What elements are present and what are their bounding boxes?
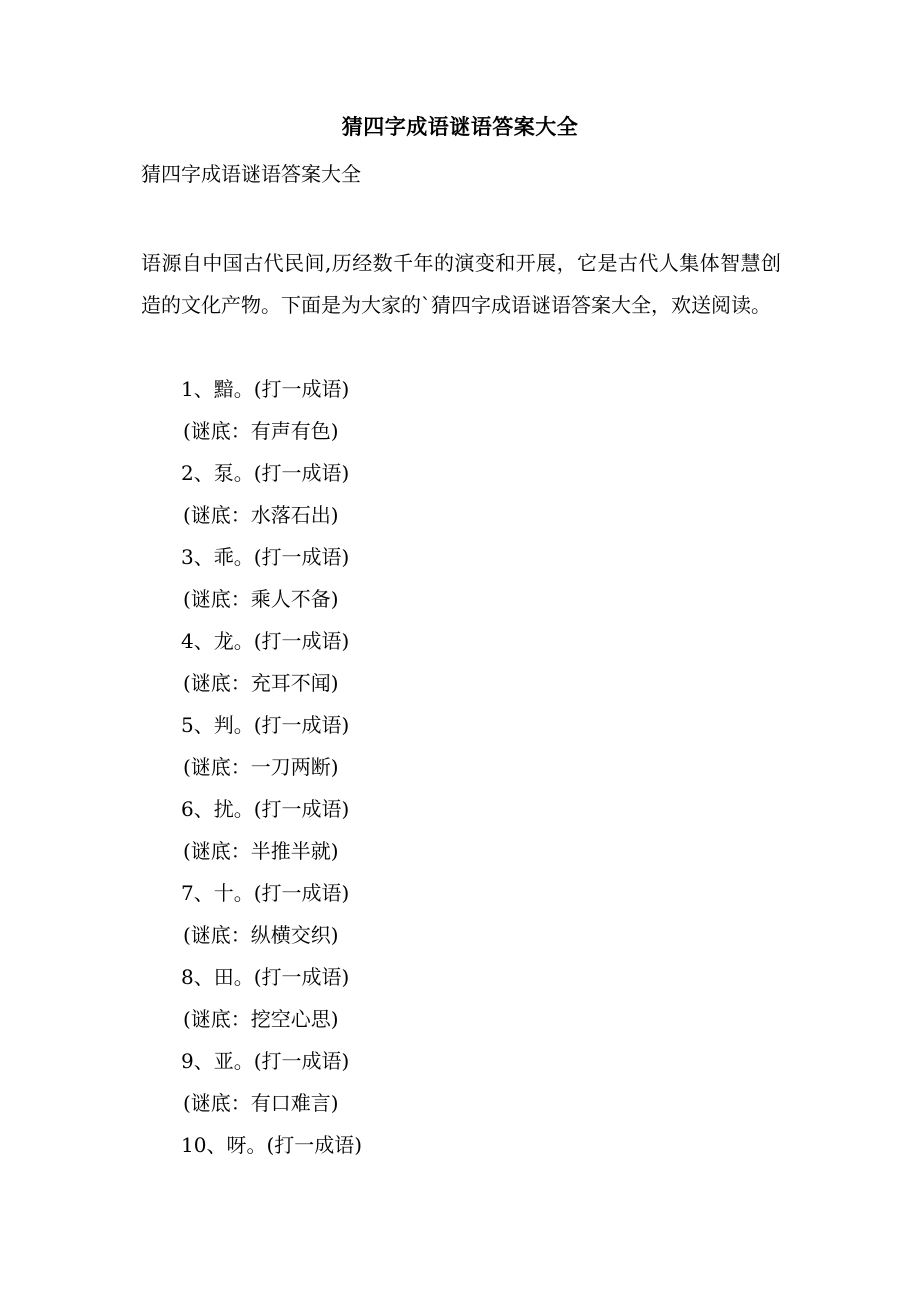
riddle-answer: (谜底：一刀两断) (183, 755, 339, 779)
riddle-answer: (谜底：乘人不备) (183, 587, 339, 611)
riddle-question: 8、田。(打一成语) (181, 965, 350, 989)
riddle-question: 2、泵。(打一成语) (181, 461, 350, 485)
document-title: 猜四字成语谜语答案大全 (341, 114, 579, 139)
riddle-question: 9、亚。(打一成语) (181, 1049, 350, 1073)
riddle-answer: (谜底：挖空心思) (183, 1007, 339, 1031)
intro-paragraph: 语源自中国古代民间,历经数千年的演变和开展，它是古代人集体智慧创造的文化产物。下面是为大家的`猜四字成语谜语答案大全，欢送阅读。 (141, 251, 781, 317)
riddle-question: 10、呀。(打一成语) (181, 1133, 363, 1157)
riddle-question: 3、乖。(打一成语) (181, 545, 350, 569)
riddle-question: 6、扰。(打一成语) (181, 797, 350, 821)
riddle-question: 5、判。(打一成语) (181, 713, 350, 737)
riddle-question: 4、龙。(打一成语) (181, 629, 350, 653)
riddle-list (141, 368, 781, 1166)
riddle-answer: (谜底：有口难言) (183, 1091, 339, 1115)
document-subtitle: 猜四字成语谜语答案大全 (141, 162, 361, 186)
riddle-answer: (谜底：纵横交织) (183, 923, 339, 947)
riddle-question: 7、十。(打一成语) (181, 881, 350, 905)
riddle-answer: (谜底：有声有色) (183, 419, 339, 443)
riddle-answer: (谜底：充耳不闻) (183, 671, 339, 695)
riddle-answer: (谜底：半推半就) (183, 839, 339, 863)
riddle-question: 1、黯。(打一成语) (181, 377, 350, 401)
riddle-answer: (谜底：水落石出) (183, 503, 339, 527)
